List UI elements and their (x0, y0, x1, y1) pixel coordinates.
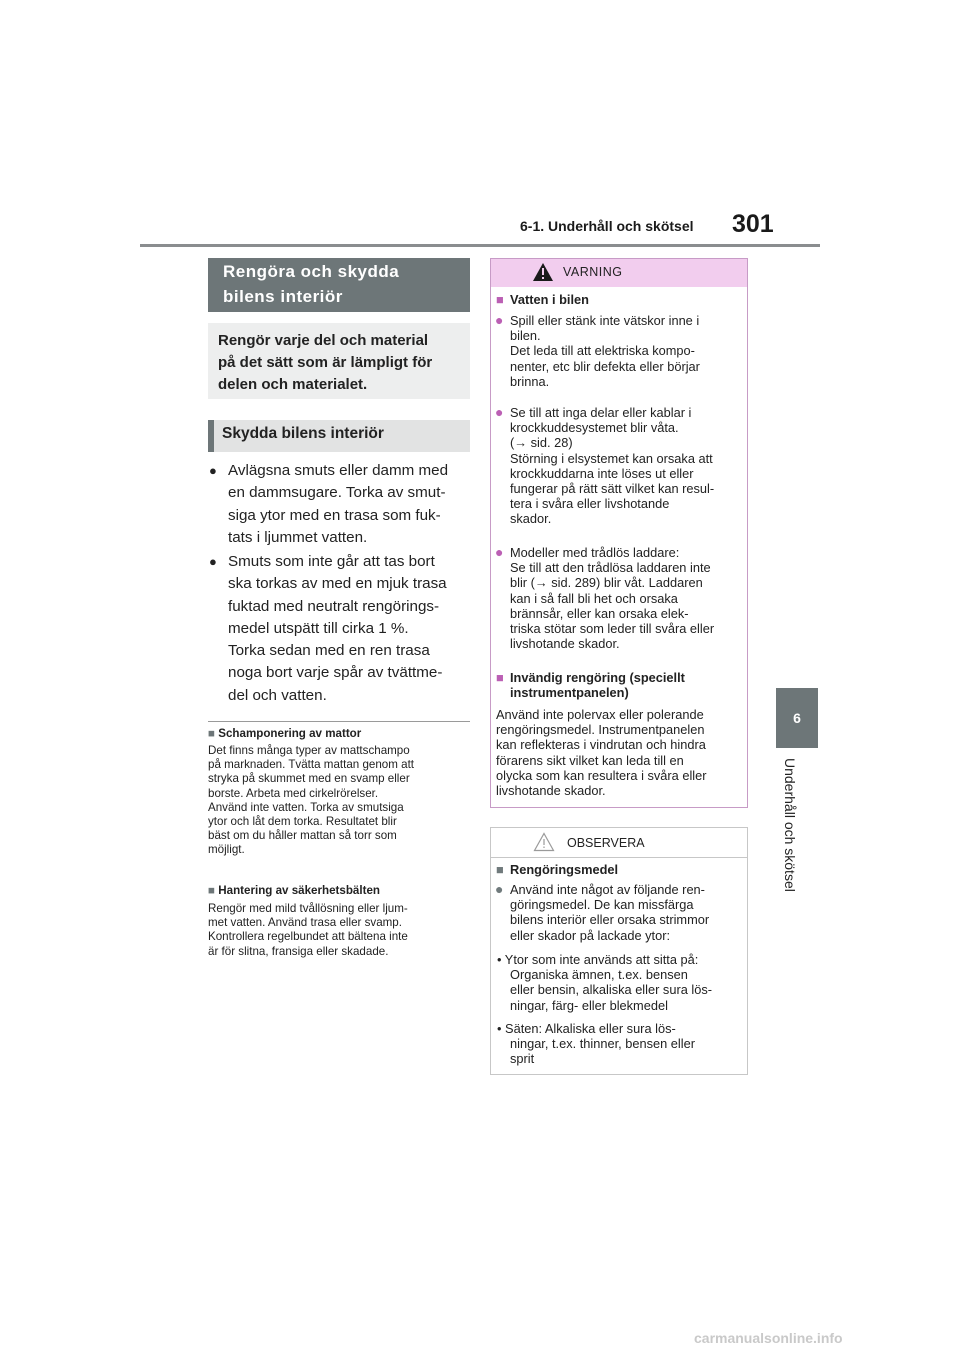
page-number: 301 (732, 210, 774, 238)
mats-heading: ■ Schamponering av mattor (208, 727, 362, 740)
subheading: Skydda bilens interiör (222, 425, 384, 442)
text-line: bäst om du håller mattan så torr som (208, 829, 397, 843)
page-title (223, 259, 463, 309)
warning-bullet: Spill eller stänk inte vätskor inne i bilen. Det leda till att elektriska kompo- nenter, etc blir defekta eller börjar brinna. (510, 313, 700, 389)
bullet-icon: ● (495, 312, 504, 328)
text-line: Avlägsna smuts eller damm med (228, 462, 449, 479)
notice-header-divider (491, 857, 747, 858)
square-bullet-icon: ■ (208, 884, 216, 897)
square-bullet-icon: ■ (496, 292, 504, 307)
text-line: stryka på skummet med en svamp eller (208, 772, 410, 786)
warning-heading: Vatten i bilen (510, 292, 589, 307)
text-line: Smuts som inte går att tas bort (228, 553, 435, 570)
intro-line: Rengör varje del och material (218, 332, 429, 349)
chapter-label-wrap (782, 758, 812, 908)
notice-title: OBSERVERA (567, 836, 645, 850)
text-line: Kontrollera regelbundet att bältena inte (208, 930, 408, 944)
bullet-icon: ● (495, 881, 504, 897)
square-bullet-icon: ■ (208, 727, 216, 740)
text-line: del och vatten. (228, 686, 327, 704)
mats-paragraph (208, 744, 473, 858)
square-bullet-icon: ■ (496, 862, 504, 877)
title-line: bilens interiör (223, 287, 343, 306)
notice-bullet: Använd inte något av följande ren- göringsmedel. De kan missfärga bilens interiör eller orsaka strimmor eller skador på lackade ytor: (510, 882, 710, 943)
caution-triangle-icon (533, 832, 555, 852)
title-line: Rengöra och skydda (223, 262, 400, 281)
text-line: Det finns många typer av mattschampo (208, 744, 410, 757)
text-line: möjligt. (208, 843, 245, 857)
intro-line: delen och materialet. (218, 376, 368, 393)
text-line: tats i ljummet vatten. (228, 528, 368, 546)
text-line: är för slitna, fransiga eller skadade. (208, 944, 389, 958)
text-line: ska torkas av med en mjuk trasa (228, 575, 447, 593)
text-line: på marknaden. Tvätta mattan genom att (208, 758, 415, 772)
square-bullet-icon: ■ (496, 670, 504, 685)
text-line: borste. Arbeta med cirkelrörelser. (208, 786, 379, 800)
notice-subitem: • Ytor som inte används att sitta på: Organiska ämnen, t.ex. bensen eller bensin, alkaliska eller sura lös- ningar, färg- eller blekmedel (497, 952, 712, 1013)
bullet-icon: ● (209, 554, 217, 569)
intro-line: på det sätt som är lämpligt för (218, 354, 433, 371)
chapter-label: Underhåll och skötsel (782, 758, 798, 892)
text-line: Torka sedan med en ren trasa (228, 642, 430, 660)
bullet-icon: ● (495, 404, 504, 420)
notice-heading: Rengöringsmedel (510, 862, 619, 877)
warning-paragraph: Använd inte polervax eller polerande rengöringsmedel. Instrumentpanelen kan reflekteras i vindrutan och hindra förarens sikt vilket kan leda till en olycka som kan resultera i svåra eller livshotande skador. (496, 707, 707, 799)
chapter-tab: 6 (776, 688, 818, 748)
bullet-icon: ● (209, 463, 217, 478)
warning-heading: Invändig rengöring (speciellt instrumentpanelen) (510, 670, 685, 701)
warning-title: VARNING (563, 265, 623, 279)
text-line: siga ytor med en trasa som fuk- (228, 506, 441, 524)
text-line: noga bort varje spår av tvättme- (228, 664, 443, 682)
text-line: ytor och låt dem torka. Resultatet blir (208, 815, 397, 829)
section-title: 6-1. Underhåll och skötsel (520, 218, 694, 234)
text-line: fuktad med neutralt rengörings- (228, 597, 440, 615)
section-divider (208, 721, 470, 722)
warning-triangle-icon (532, 262, 554, 282)
bullet-item (209, 551, 473, 707)
notice-subitem: • Säten: Alkaliska eller sura lös- ningar, t.ex. thinner, bensen eller sprit (497, 1021, 695, 1067)
bullet-item (209, 460, 473, 549)
text-line: Använd inte vatten. Torka av smutsiga (208, 800, 404, 814)
warning-bullet: Modeller med trådlös laddare: Se till att den trådlösa laddaren inte blir (→ sid. 289) blir våt. Laddaren kan i så fall bli het och orsaka brännsår, eller kan orsaka elek- triska stötar som leder till svåra eller livshotande skador. (510, 545, 715, 652)
belts-heading: ■ Hantering av säkerhetsbälten (208, 884, 380, 897)
watermark-link[interactable]: carmanualsonline.info (694, 1330, 843, 1346)
header-divider (140, 244, 820, 247)
text-line: medel utspätt till cirka 1 %. (228, 619, 409, 637)
bullet-icon: ● (495, 544, 504, 560)
intro-text (218, 330, 462, 396)
text-line: Rengör med mild tvållösning eller ljum- (208, 902, 408, 915)
warning-bullet: Se till att inga delar eller kablar i krockkuddesystemet blir våta. (→ sid. 28) Störning i elsystemet kan orsaka att krockkuddarna inte löses ut eller fungerar på rätt sätt vilket kan resul- tera i svåra eller livshotande skador. (510, 405, 715, 527)
belts-paragraph (208, 902, 473, 959)
text-line: met vatten. Använd trasa eller svamp. (208, 916, 402, 930)
text-line: en dammsugare. Torka av smut- (228, 484, 446, 502)
